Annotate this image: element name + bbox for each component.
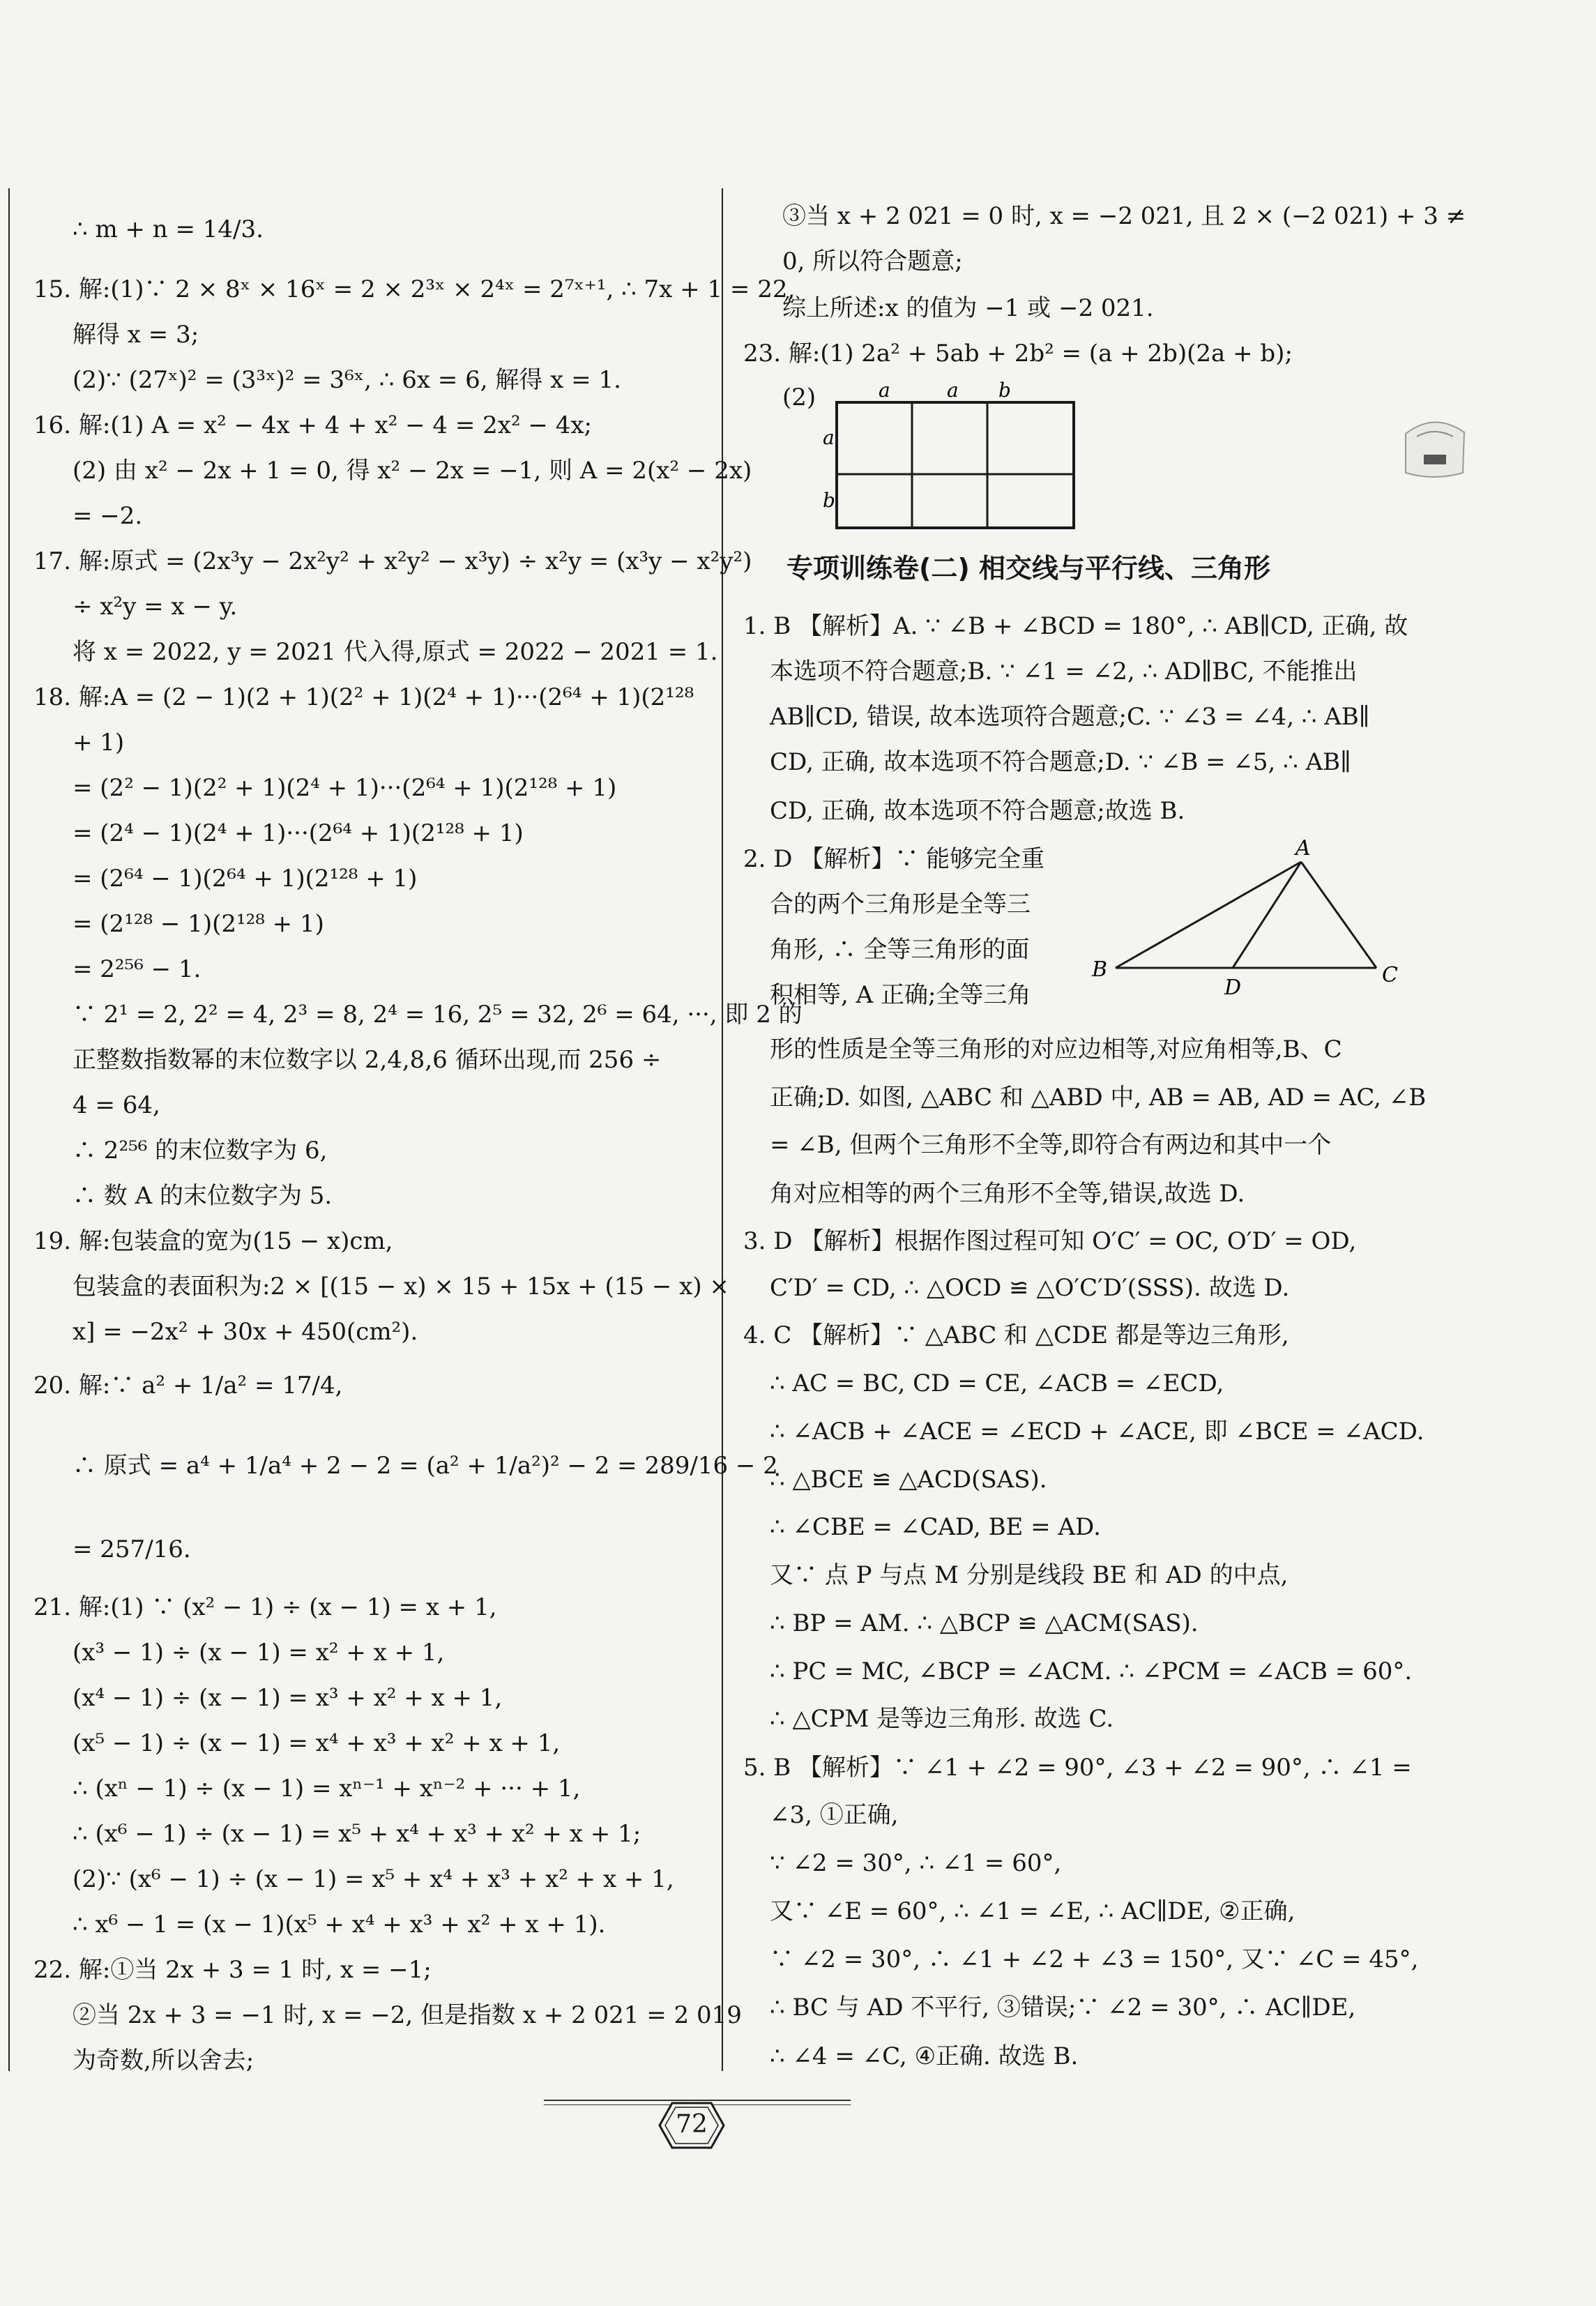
left-line: (2) 由 x² − 2x + 1 = 0, 得 x² − 2x = −1, 则 A = 2(x² − 2x) <box>73 457 752 485</box>
right-line: 正确;D. 如图, △ABC 和 △ABD 中, AB = AB, AD = AC, ∠B <box>770 1084 1427 1112</box>
left-line: 为奇数,所以舍去; <box>73 2047 254 2074</box>
right-line: ∴ AC = BC, CD = CE, ∠ACB = ∠ECD, <box>770 1370 1224 1397</box>
right-line: CD, 正确, 故本选项不符合题意;故选 B. <box>770 797 1185 825</box>
grid-outline <box>837 402 1074 528</box>
left-line: + 1) <box>73 729 125 757</box>
left-line: ∴ (xⁿ − 1) ÷ (x − 1) = xⁿ⁻¹ + xⁿ⁻² + ··· + 1, <box>73 1775 581 1803</box>
left-line: ∴ 数 A 的末位数字为 5. <box>73 1182 333 1210</box>
left-line: ∴ (x⁶ − 1) ÷ (x − 1) = x⁵ + x⁴ + x³ + x² + x + 1; <box>73 1820 641 1848</box>
grid-label-top-a1: a <box>879 380 890 402</box>
right-line: ∠3, ①正确, <box>770 1801 899 1829</box>
left-line: ÷ x²y = x − y. <box>73 593 238 621</box>
left-line: 21. 解:(1) ∵ (x² − 1) ÷ (x − 1) = x + 1, <box>33 1593 497 1621</box>
left-line: 17. 解:原式 = (2x³y − 2x²y² + x²y² − x³y) ÷ x²y = (x³y − x²y²) <box>33 547 752 575</box>
triangle-label-b: B <box>1092 957 1108 982</box>
right-line: 23. 解:(1) 2a² + 5ab + 2b² = (a + 2b)(2a + b); <box>743 340 1293 367</box>
page-number: 72 <box>676 2110 708 2139</box>
rectangle-grid-figure <box>823 380 1088 533</box>
right-line: (2) <box>782 384 816 411</box>
left-line: ②当 2x + 3 = −1 时, x = −2, 但是指数 x + 2 021 = 2 019 <box>73 2001 742 2029</box>
right-line: C′D′ = CD, ∴ △OCD ≌ △O′C′D′(SSS). 故选 D. <box>770 1274 1290 1302</box>
triangle-label-d: D <box>1224 976 1242 1000</box>
left-line: 16. 解:(1) A = x² − 4x + 4 + x² − 4 = 2x² − 4x; <box>33 411 592 439</box>
triangle-label-c: C <box>1382 963 1398 987</box>
triangle-side-ab <box>1116 862 1301 968</box>
left-line: ∴ m + n = 14/3. <box>73 215 264 243</box>
right-line: 5. B 【解析】∵ ∠1 + ∠2 = 90°, ∠3 + ∠2 = 90°, ∴ ∠1 = <box>743 1754 1412 1782</box>
left-line: 20. 解:∵ a² + 1/a² = 17/4, <box>33 1372 343 1399</box>
right-line: ③当 x + 2 021 = 0 时, x = −2 021, 且 2 × (−2 021) + 3 ≠ <box>782 202 1466 230</box>
left-line: (2)∵ (x⁶ − 1) ÷ (x − 1) = x⁵ + x⁴ + x³ + x² + x + 1, <box>73 1865 674 1893</box>
right-line: ∴ △CPM 是等边三角形. 故选 C. <box>770 1705 1114 1733</box>
section-title: 专项训练卷(二) 相交线与平行线、三角形 <box>786 553 1270 584</box>
triangle-figure <box>1088 837 1408 1004</box>
left-line: 19. 解:包装盒的宽为(15 − x)cm, <box>33 1227 393 1255</box>
right-line: ∴ PC = MC, ∠BCP = ∠ACM. ∴ ∠PCM = ∠ACB = 60°. <box>770 1658 1413 1685</box>
left-line: = (2⁴ − 1)(2⁴ + 1)···(2⁶⁴ + 1)(2¹²⁸ + 1) <box>73 819 524 847</box>
left-line: 将 x = 2022, y = 2021 代入得,原式 = 2022 − 2021 = 1. <box>73 638 718 666</box>
right-line: ∴ BP = AM. ∴ △BCP ≌ △ACM(SAS). <box>770 1609 1199 1637</box>
right-line: 又∵ ∠E = 60°, ∴ ∠1 = ∠E, ∴ AC∥DE, ②正确, <box>770 1897 1295 1925</box>
right-line: ∴ ∠CBE = ∠CAD, BE = AD. <box>770 1513 1101 1541</box>
right-line: AB∥CD, 错误, 故本选项符合题意;C. ∵ ∠3 = ∠4, ∴ AB∥ <box>770 703 1370 731</box>
grid-label-top-b: b <box>998 380 1011 402</box>
right-line: 形的性质是全等三角形的对应边相等,对应角相等,B、C <box>770 1036 1342 1063</box>
left-line: 包装盒的表面积为:2 × [(15 − x) × 15 + 15x + (15 − x) × <box>73 1273 729 1300</box>
stamp-logo <box>1396 406 1473 483</box>
right-line: ∴ △BCE ≌ △ACD(SAS). <box>770 1466 1047 1494</box>
triangle-segment-ad <box>1233 862 1301 968</box>
right-line: 1. B 【解析】A. ∵ ∠B + ∠BCD = 180°, ∴ AB∥CD, 正确, 故 <box>743 612 1408 640</box>
grid-label-side-a: a <box>823 426 835 449</box>
right-line: 2. D 【解析】∵ 能够完全重 <box>743 845 1045 873</box>
left-line: ∵ 2¹ = 2, 2² = 4, 2³ = 8, 2⁴ = 16, 2⁵ = 32, 2⁶ = 64, ···, 即 2 的 <box>73 1001 803 1029</box>
right-line: 本选项不符合题意;B. ∵ ∠1 = ∠2, ∴ AD∥BC, 不能推出 <box>770 658 1358 685</box>
right-line: ∴ BC 与 AD 不平行, ③错误;∵ ∠2 = 30°, ∴ AC∥DE, <box>770 1994 1356 2021</box>
right-line: ∵ ∠2 = 30°, ∴ ∠1 + ∠2 + ∠3 = 150°, 又∵ ∠C = 45°, <box>770 1945 1419 1973</box>
left-line: = 257/16. <box>73 1535 191 1563</box>
left-line: = −2. <box>73 502 143 530</box>
left-line: = (2⁶⁴ − 1)(2⁶⁴ + 1)(2¹²⁸ + 1) <box>73 865 418 893</box>
left-line: 15. 解:(1)∵ 2 × 8ˣ × 16ˣ = 2 × 2³ˣ × 2⁴ˣ = 2⁷ˣ⁺¹, ∴ 7x + 1 = 22, <box>33 275 796 303</box>
left-line: 18. 解:A = (2 − 1)(2 + 1)(2² + 1)(2⁴ + 1)···(2⁶⁴ + 1)(2¹²⁸ <box>33 683 694 711</box>
right-line: 综上所述:x 的值为 −1 或 −2 021. <box>782 294 1154 322</box>
right-line: 角对应相等的两个三角形不全等,错误,故选 D. <box>770 1180 1245 1208</box>
triangle-label-a: A <box>1295 837 1311 860</box>
left-line: (x⁵ − 1) ÷ (x − 1) = x⁴ + x³ + x² + x + 1, <box>73 1729 561 1757</box>
grid-label-side-b: b <box>823 489 835 512</box>
left-line: (x³ − 1) ÷ (x − 1) = x² + x + 1, <box>73 1639 445 1667</box>
left-margin-rule <box>8 188 10 2071</box>
right-line: 0, 所以符合题意; <box>782 248 963 275</box>
left-line: ∴ 2²⁵⁶ 的末位数字为 6, <box>73 1137 328 1165</box>
right-line: 角形, ∴ 全等三角形的面 <box>770 936 1030 964</box>
left-line: ∴ 原式 = a⁴ + 1/a⁴ + 2 − 2 = (a² + 1/a²)² − 2 = 289/16 − 2 <box>73 1452 778 1480</box>
left-line: 正整数指数幂的末位数字以 2,4,8,6 循环出现,而 256 ÷ <box>73 1046 662 1074</box>
right-line: = ∠B, 但两个三角形不全等,即符合有两边和其中一个 <box>770 1131 1332 1159</box>
right-line: 4. C 【解析】∵ △ABC 和 △CDE 都是等边三角形, <box>743 1321 1289 1349</box>
right-line: 又∵ 点 P 与点 M 分别是线段 BE 和 AD 的中点, <box>770 1561 1289 1589</box>
left-line: = (2² − 1)(2² + 1)(2⁴ + 1)···(2⁶⁴ + 1)(2¹²⁸ + 1) <box>73 774 617 802</box>
right-line: ∴ ∠ACB + ∠ACE = ∠ECD + ∠ACE, 即 ∠BCE = ∠ACD. <box>770 1418 1424 1446</box>
left-line: x] = −2x² + 30x + 450(cm²). <box>73 1318 418 1346</box>
left-line: 解得 x = 3; <box>73 321 199 349</box>
right-line: ∵ ∠2 = 30°, ∴ ∠1 = 60°, <box>770 1849 1062 1877</box>
left-line: = (2¹²⁸ − 1)(2¹²⁸ + 1) <box>73 910 324 938</box>
right-line: ∴ ∠4 = ∠C, ④正确. 故选 B. <box>770 2042 1079 2070</box>
grid-label-top-a2: a <box>947 380 959 402</box>
left-line: = 2²⁵⁶ − 1. <box>73 955 202 983</box>
right-line: 3. D 【解析】根据作图过程可知 O′C′ = OC, O′D′ = OD, <box>743 1227 1357 1255</box>
triangle-side-ac <box>1301 862 1376 968</box>
right-line: 积相等, A 正确;全等三角 <box>770 981 1031 1009</box>
left-line: 4 = 64, <box>73 1091 160 1119</box>
right-line: 合的两个三角形是全等三 <box>770 890 1031 918</box>
left-line: 22. 解:①当 2x + 3 = 1 时, x = −1; <box>33 1956 432 1984</box>
left-line: ∴ x⁶ − 1 = (x − 1)(x⁵ + x⁴ + x³ + x² + x + 1). <box>73 1911 606 1939</box>
right-line: CD, 正确, 故本选项不符合题意;D. ∵ ∠B = ∠5, ∴ AB∥ <box>770 748 1351 776</box>
left-line: (x⁴ − 1) ÷ (x − 1) = x³ + x² + x + 1, <box>73 1684 503 1712</box>
page-number-badge <box>658 2100 725 2151</box>
left-line: (2)∵ (27ˣ)² = (3³ˣ)² = 3⁶ˣ, ∴ 6x = 6, 解得 x = 1. <box>73 366 621 394</box>
